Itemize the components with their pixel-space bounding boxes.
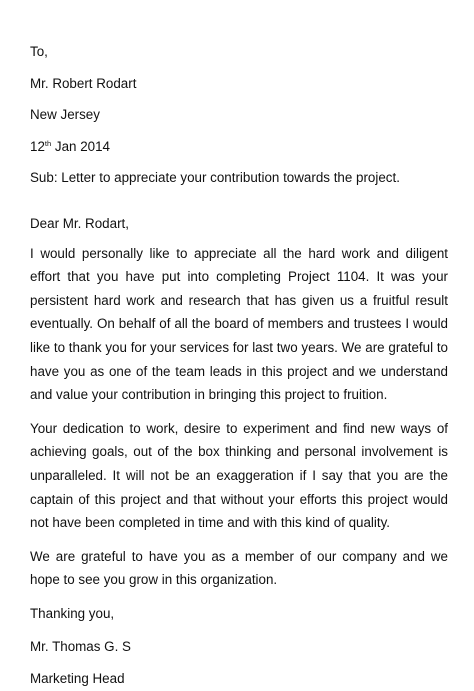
letter-date <box>30 135 448 159</box>
recipient-location: New Jersey <box>30 107 100 123</box>
sender-title: Marketing Head <box>30 671 125 687</box>
date-day: 12 <box>30 138 45 154</box>
salutation: Dear Mr. Rodart, <box>30 215 129 231</box>
paragraph-2: Your dedication to work, desire to experiment and find new ways of achieving goals, out of the box thinking and personal involvement is unparalleled. It will not be an exaggeration if I say that you are the captain of this project and that without your efforts this project would not have been completed in time and with this kind of quality. <box>30 420 448 531</box>
address-to: To, <box>30 44 48 59</box>
date-rest: Jan 2014 <box>51 138 110 154</box>
letter-body <box>30 40 448 691</box>
paragraph-3: We are grateful to have you as a member of our company and we hope to see you grow in this organization. <box>30 548 448 588</box>
date-suffix: th <box>44 138 52 148</box>
subject-line: Sub: Letter to appreciate your contribution towards the project. <box>30 170 400 186</box>
recipient-name: Mr. Robert Rodart <box>30 75 137 91</box>
closing: Thanking you, <box>30 605 115 621</box>
paragraph-1: I would personally like to appreciate all the hard work and diligent effort that you have put into completing Project 1104. It was your persistent hard work and research that has given us a fruitful result eventually. On behalf of all the board of members and trustees I would like to thank you for your services for last two years. We are grateful to have you as one of the team leads in this project and we understand and value your contribution in bringing this project to fruition. <box>30 245 448 403</box>
sender-name: Mr. Thomas G. S <box>30 639 131 655</box>
